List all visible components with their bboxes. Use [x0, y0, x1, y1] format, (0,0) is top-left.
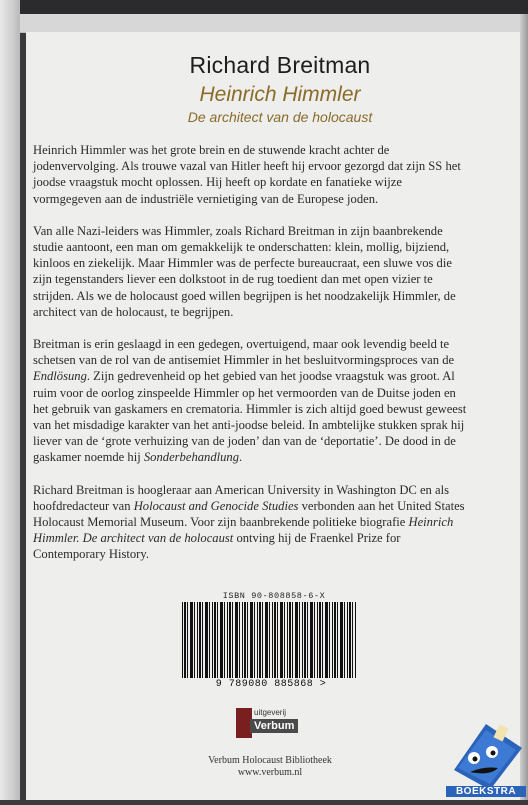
p3-emphasis-sonderbehandlung: Sonderbehandlung: [143, 450, 240, 465]
p4-text-a: Richard Breitman is hoogleraar aan American University in Washington DC en als hoofdredacteur van: [33, 482, 449, 513]
publisher-info: [150, 755, 390, 779]
sticker-label: BOEKSTRA: [446, 786, 526, 797]
logo-main-text: Verbum: [250, 719, 298, 733]
publisher-logo: [236, 708, 300, 738]
p4-text-c: ontving hij de Fraenkel Prize for Contemporary History.: [33, 531, 401, 562]
p3-text-b: . Zijn gedrevenheid op het gebied van het joodse vraagstuk was groot. Al ruim voor de oorlog zinspeelde Himmler op het vermoorden van de Duitse joden en het gebruik van gaskamers en crematoria. Himmler is zich altijd goed bewust geweest van het misdadige karakter van het anti-joodse beleid. In ambtelijke stukken sprak hij liever van de ‘grote verhuizing van de joden’ dan van de ‘deportatie’. De dood in de gaskamer noemde hij: [33, 369, 467, 465]
author-name: Richard Breitman: [189, 52, 371, 78]
publisher-name: Verbum Holocaust Bibliotheek: [208, 755, 332, 766]
blurb-paragraph-3: [33, 336, 473, 466]
cover-header: [0, 52, 528, 125]
p4-emphasis-book: Heinrich Himmler. De architect van de holocaust: [33, 515, 454, 546]
blurb-paragraph-1: Heinrich Himmler was het grote brein en de stuwende kracht achter de jodenvervolging. Als trouwe vazal van Hitler heeft hij ervoor gezorgd dat zijn SS het joodse vraagstuk mocht oplossen. Hij heeft op kordate en fanatieke wijze vormgegeven aan de industriële vernietiging van de Europese joden.: [33, 143, 461, 206]
author-bio-paragraph: [33, 482, 473, 563]
p3-text-a: Breitman is erin geslaagd in een gedegen, overtuigend, maar ook levendig beeld te schetsen van de rol van de antisemiet Himmler in het besluitvormingsproces van de: [33, 337, 455, 368]
publisher-url: www.verbum.nl: [237, 767, 303, 778]
book-subtitle: De architect van de holocaust: [187, 109, 373, 125]
logo-top-text: uitgeverij: [254, 708, 287, 717]
book-title: Heinrich Himmler: [199, 83, 361, 106]
bookstore-sticker: [444, 718, 526, 800]
blurb-paragraph-2: Van alle Nazi-leiders was Himmler, zoals Richard Breitman in zijn baanbrekende studie aantoont, een man om gemakkelijk te onderschatten: klein, mollig, bijziend, kinloos en ziekelijk. Maar Himmler was de perfecte bureaucraat, een sluwe vos die zijn tegenstanders liever een dolkstoot in de rug toedient dan met open vizier te strijden. Als we de holocaust goed willen begrijpen is het noodzakelijk Himmler, de architect van de holocaust, te begrijpen.: [33, 223, 456, 319]
top-band: [20, 0, 528, 14]
blurb-text: [33, 142, 473, 579]
p3-emphasis-endlosung: Endlösung: [33, 369, 87, 384]
right-page-edge: [520, 14, 528, 800]
p3-text-c: .: [239, 450, 243, 465]
p4-text-b: verbonden aan het United States Holocaust Memorial Museum. Voor zijn baanbrekende politieke biografie: [33, 498, 465, 530]
isbn-label: ISBN 90-808858-6-X: [222, 591, 326, 601]
p4-emphasis-journal: Holocaust and Genocide Studies: [133, 498, 299, 513]
top-page-edge: [20, 14, 528, 33]
barcode-digits: 9 789080 885868 >: [215, 679, 327, 690]
barcode: [182, 602, 356, 678]
